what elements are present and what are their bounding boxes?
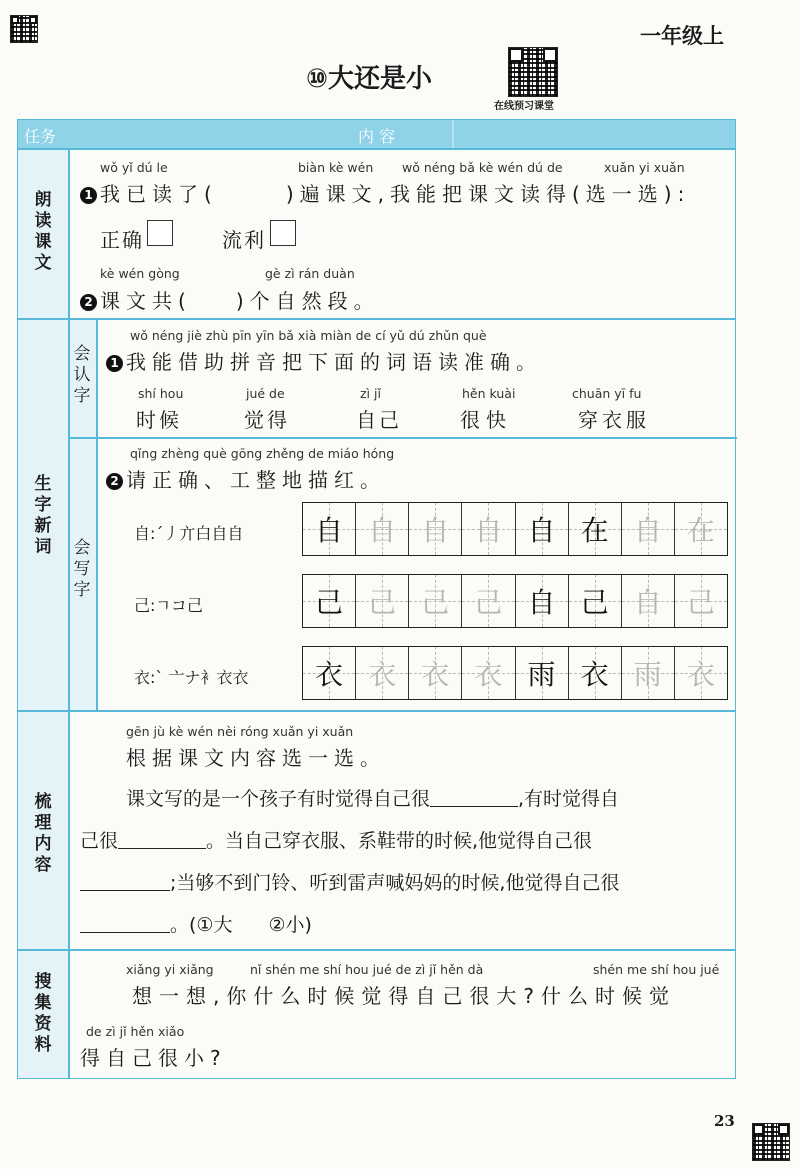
word-chars: 自己 xyxy=(356,408,402,432)
grid-cell[interactable]: 衣 xyxy=(409,647,462,699)
grid-cell[interactable]: 己 xyxy=(462,575,515,627)
summary-instruction: 根据课文内容选一选。 xyxy=(126,746,386,770)
text: ,有时觉得自 xyxy=(518,788,620,810)
word-pinyin: shí hou xyxy=(138,386,184,401)
question-number: 2 xyxy=(80,294,97,311)
page-number: 23 xyxy=(714,1112,735,1130)
stroke-order-zi: 自:´丿亣白自自 xyxy=(134,524,244,543)
question-number: 1 xyxy=(80,187,97,204)
question-text: )个自然段。 xyxy=(235,289,380,313)
text: 。当自己穿衣服、系鞋带的时候,他觉得自己很 xyxy=(206,830,593,852)
grid-cell[interactable]: 衣 xyxy=(462,647,515,699)
grid-cell[interactable]: 自 xyxy=(516,503,569,555)
grid-cell[interactable]: 自 xyxy=(622,575,675,627)
text: 课文写的是一个孩子有时觉得自己很 xyxy=(126,788,431,810)
option-correct-label: 正确 xyxy=(100,228,144,252)
text: 己很 xyxy=(80,830,119,852)
pinyin: wǒ yǐ dú le xyxy=(100,160,168,175)
question-text: 请正确、工整地描红。 xyxy=(126,468,386,492)
question-number: 1 xyxy=(106,355,123,372)
grid-cell[interactable]: 在 xyxy=(569,503,622,555)
header-task: 任务 xyxy=(24,127,57,146)
answer-blank[interactable] xyxy=(118,848,206,849)
pinyin: wǒ néng jiè zhù pīn yīn bǎ xià miàn de cí yǔ dú zhǔn què xyxy=(130,328,487,343)
grid-cell[interactable]: 己 xyxy=(356,575,409,627)
grid-cell[interactable]: 己 xyxy=(569,575,622,627)
option-fluent-label: 流利 xyxy=(222,228,266,252)
tracing-grid-yi xyxy=(302,646,728,700)
label-collect: 搜集资料 xyxy=(34,972,52,1055)
question-read-words xyxy=(106,346,542,375)
pinyin: xuǎn yi xuǎn xyxy=(604,160,685,175)
question-read-count xyxy=(80,178,690,207)
option-correct-checkbox[interactable] xyxy=(147,220,173,246)
question-paragraph-count xyxy=(80,285,380,314)
qr-caption: 在线预习课堂 xyxy=(494,101,554,112)
question-text: )遍课文,我能把课文读得(选一选): xyxy=(285,182,691,206)
grid-cell[interactable]: 自 xyxy=(622,503,675,555)
grid-cell[interactable]: 自 xyxy=(303,503,356,555)
word-chars: 很快 xyxy=(460,408,512,432)
grid-cell[interactable]: 雨 xyxy=(622,647,675,699)
label-summary: 梳理内容 xyxy=(34,792,52,875)
grid-cell[interactable]: 自 xyxy=(462,503,515,555)
answer-blank[interactable] xyxy=(80,890,170,891)
question-trace xyxy=(106,464,386,493)
answer-blank[interactable] xyxy=(80,932,170,933)
word-pinyin: hěn kuài xyxy=(462,386,516,401)
stroke-order-yi: 衣:` 亠ナ衤衣衣 xyxy=(134,668,249,687)
pinyin: gè zì rán duàn xyxy=(265,266,355,281)
question-text: 我能借助拼音把下面的词语读准确。 xyxy=(126,350,542,374)
grid-cell[interactable]: 自 xyxy=(409,503,462,555)
tracing-grid-ji xyxy=(302,574,728,628)
lesson-title xyxy=(306,58,432,95)
pinyin: qǐng zhèng què gōng zhěng de miáo hóng xyxy=(130,446,395,461)
pinyin: shén me shí hou jué xyxy=(593,962,720,977)
header-content: 内 容 xyxy=(358,127,396,146)
pinyin: gēn jù kè wén nèi róng xuǎn yi xuǎn xyxy=(126,724,354,739)
option-fluent-checkbox[interactable] xyxy=(270,220,296,246)
question-text: 课文共( xyxy=(100,289,192,313)
word-pinyin: chuān yī fu xyxy=(572,386,642,401)
lesson-title-text: 大还是小 xyxy=(328,64,433,94)
answer-blank[interactable] xyxy=(430,806,518,807)
label-new-words: 生字新词 xyxy=(34,474,52,557)
text: ;当够不到门铃、听到雷声喊妈妈的时候,他觉得自己很 xyxy=(170,872,620,894)
grid-cell[interactable]: 己 xyxy=(675,575,727,627)
word-chars: 觉得 xyxy=(244,408,290,432)
label-recognize: 会认字 xyxy=(73,344,91,406)
text: ②小) xyxy=(268,914,312,936)
text: 。(①大 xyxy=(170,914,233,936)
word-pinyin: jué de xyxy=(246,386,285,401)
tracing-grid-zi xyxy=(302,502,728,556)
preview-qr-code[interactable] xyxy=(508,47,558,97)
grid-cell[interactable]: 己 xyxy=(409,575,462,627)
word-chars: 穿衣服 xyxy=(578,408,650,432)
summary-line-1 xyxy=(126,784,619,811)
question-text: 我已读了( xyxy=(100,182,218,206)
grid-cell[interactable]: 自 xyxy=(516,575,569,627)
stroke-order-ji: 己:ㄱコ己 xyxy=(134,596,203,615)
pinyin: de zì jǐ hěn xiǎo xyxy=(86,1024,185,1039)
grid-cell[interactable]: 己 xyxy=(303,575,356,627)
grade-label: 一年级上 xyxy=(640,23,724,48)
word-chars: 时候 xyxy=(136,408,182,432)
pinyin: kè wén gòng xyxy=(100,266,180,281)
corner-qr-code-bottom xyxy=(752,1123,790,1161)
grid-cell[interactable]: 雨 xyxy=(516,647,569,699)
pinyin: biàn kè wén xyxy=(298,160,374,175)
pinyin: wǒ néng bǎ kè wén dú de xyxy=(402,160,563,175)
pinyin: nǐ shén me shí hou jué de zì jǐ hěn dà xyxy=(250,962,484,977)
summary-line-2 xyxy=(80,826,592,853)
label-read-text: 朗读课文 xyxy=(34,190,52,273)
pinyin: xiǎng yi xiǎng xyxy=(126,962,214,977)
question-number: 2 xyxy=(106,473,123,490)
grid-cell[interactable]: 自 xyxy=(356,503,409,555)
grid-cell[interactable]: 衣 xyxy=(675,647,727,699)
collect-question-line-1: 想一想,你什么时候觉得自己很大?什么时候觉 xyxy=(132,984,676,1008)
word-pinyin: zì jǐ xyxy=(360,386,381,401)
summary-line-4 xyxy=(80,910,312,937)
corner-qr-code-top xyxy=(10,15,38,43)
grid-cell[interactable]: 衣 xyxy=(303,647,356,699)
grid-cell[interactable]: 衣 xyxy=(356,647,409,699)
summary-line-3 xyxy=(80,868,619,895)
grid-cell[interactable]: 衣 xyxy=(569,647,622,699)
label-write: 会写字 xyxy=(73,538,91,600)
collect-question-line-2: 得自己很小? xyxy=(80,1046,227,1070)
grid-cell[interactable]: 在 xyxy=(675,503,727,555)
lesson-number: ⑩ xyxy=(306,64,329,94)
